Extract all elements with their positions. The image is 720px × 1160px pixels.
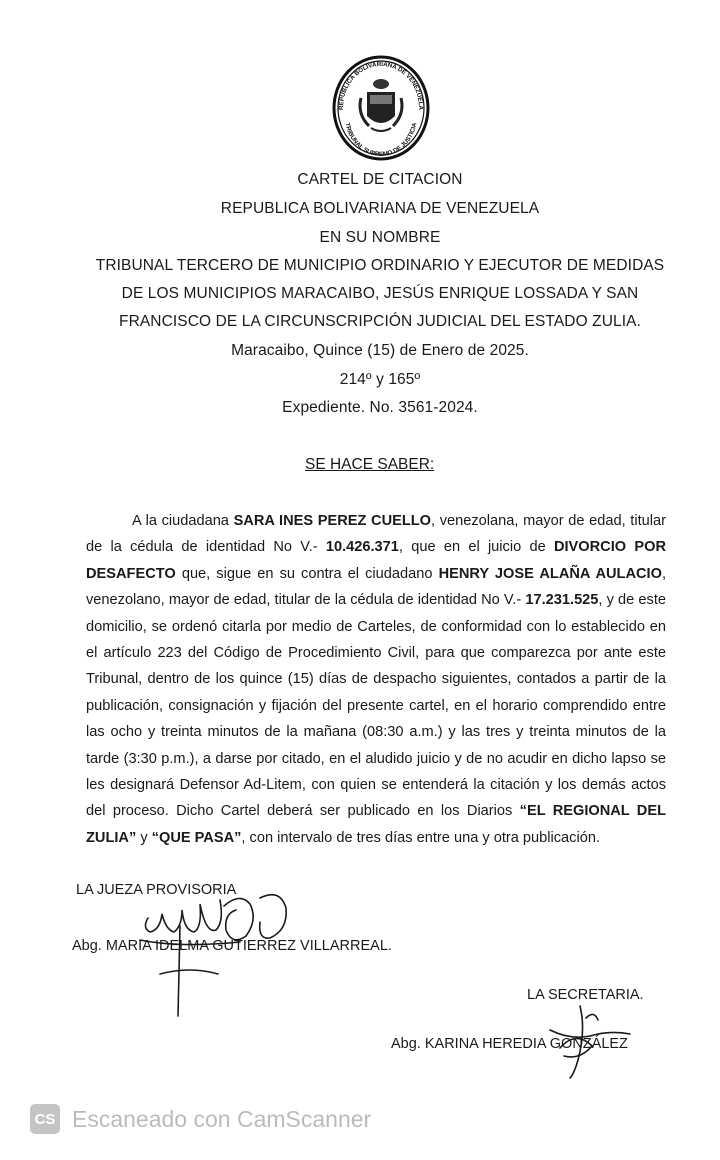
plaintiff-id-number: 17.231.525 (525, 592, 599, 609)
svg-text:TRIBUNAL SUPREMO DE JUSTICIA: TRIBUNAL SUPREMO DE JUSTICIA (343, 122, 419, 159)
header-court-line-1: TRIBUNAL TERCERO DE MUNICIPIO ORDINARIO Y EJECUTOR DE MEDIDAS (95, 257, 665, 274)
header-country: REPUBLICA BOLIVARIANA DE VENEZUELA (220, 200, 540, 217)
defendant-id-number: 10.426.371 (325, 539, 399, 556)
body-text-segment: , venezolano, mayor de edad, titular de la cédula de identidad No V.- (86, 565, 666, 609)
document-title: CARTEL DE CITACION (297, 171, 463, 188)
notice-body (86, 508, 666, 851)
secretary-name: Abg. KARINA HEREDIA GONZÁLEZ (391, 1036, 628, 1052)
court-seal-icon (331, 54, 431, 162)
notice-heading: SE HACE SABER: (305, 456, 435, 473)
header-authority: EN SU NOMBRE (319, 229, 441, 246)
body-text-segment: y (136, 829, 152, 846)
camscanner-watermark (30, 1103, 371, 1135)
header-court-line-3: FRANCISCO DE LA CIRCUNSCRIPCIÓN JUDICIAL DEL ESTADO ZULIA. (119, 313, 641, 330)
header-court-line-2: DE LOS MUNICIPIOS MARACAIBO, JESÚS ENRIQUE LOSSADA Y SAN (121, 285, 639, 302)
newspaper-name-1: “EL REGIONAL DEL ZULIA” (86, 803, 666, 846)
judge-title: LA JUEZA PROVISORIA (76, 882, 237, 898)
plaintiff-name: HENRY JOSE ALAÑA AULACIO (438, 565, 662, 582)
body-text-segment: , con intervalo de tres días entre una y otra publicación. (241, 829, 600, 846)
header-date: Maracaibo, Quince (15) de Enero de 2025. (231, 342, 529, 359)
defendant-name: SARA INES PEREZ CUELLO (233, 513, 432, 529)
secretary-title: LA SECRETARIA. (527, 987, 644, 1003)
newspaper-name-2: “QUE PASA” (151, 829, 242, 846)
body-text-segment: , venezolana, mayor de edad, titular de la cédula de identidad No V.- (86, 513, 666, 556)
body-text-segment: , y de este domicilio, se ordenó citarla por medio de Carteles, de conformidad con lo establecido en el artículo 223 del Código de Procedimiento Civil, para que comparezca por ante este Tribunal, dentro de los quince (15) días de despacho siguientes, contados a partir de la publicación, consignación y fijación del presente cartel, en el horario comprendido entre las ocho y treinta minutos de la mañana (08:30 a.m.) y las tres y treinta minutos de la tarde (3:30 p.m.), a darse por citado, en el aludido juicio y de no acudir en dicho lapso se les designará Defensor Ad-Litem, con quien se entenderá la citación y los demás actos del proceso. Dicho Cartel deberá ser publicado en los Diarios (86, 592, 667, 820)
body-text-segment: , que en el juicio de (398, 539, 554, 556)
case-type: DIVORCIO POR DESAFECTO (86, 539, 667, 582)
watermark-text: Escaneado con CamScanner (72, 1105, 372, 1132)
header-case-number: Expediente. No. 3561-2024. (282, 399, 478, 416)
judge-name: Abg. MARIA IDELMA GUTIERREZ VILLARREAL. (72, 938, 392, 954)
svg-text:REPUBLICA BOLIVARIANA DE VENEZ: REPUBLICA BOLIVARIANA DE VENEZUELA (337, 60, 425, 111)
header-years: 214º y 165º (339, 371, 421, 388)
camscanner-logo-icon: CS (30, 1104, 60, 1134)
body-text-segment: que, sigue en su contra el ciudadano (175, 565, 439, 582)
body-text-segment: A la ciudadana (132, 513, 234, 529)
